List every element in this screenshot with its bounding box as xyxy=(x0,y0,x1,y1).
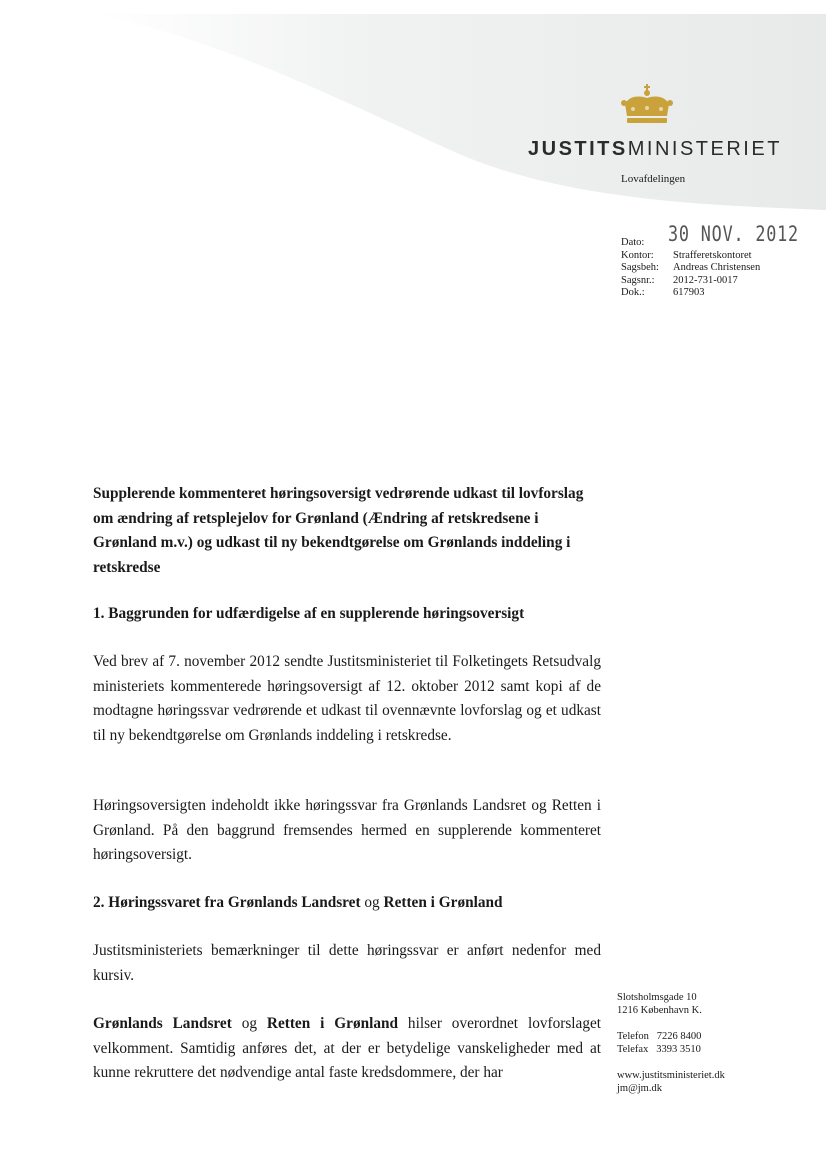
meta-value: Strafferetskontoret xyxy=(673,249,752,261)
web-block xyxy=(617,1070,725,1095)
department-name: Lovafdelingen xyxy=(621,173,686,185)
ministry-logotype-rest: MINISTERIET xyxy=(627,138,782,160)
section-1-heading: 1. Baggrunden for udfærdigelse af en supplerende høringsoversigt xyxy=(93,605,525,622)
meta-row-date xyxy=(621,237,760,250)
section-2-heading-part-c: Retten i Grønland xyxy=(383,894,503,911)
ministry-logotype-bold: JUSTITS xyxy=(528,138,628,160)
meta-value: 2012-731-0017 xyxy=(673,274,738,286)
contact-phone: Telefon 7226 8400 xyxy=(617,1031,702,1042)
paragraph-2: Høringsoversigten indeholdt ikke høringssvar fra Grønlands Landsret og Retten i Grønland. På den baggrund fremsendes hermed en supplerende kommenteret høringsoversigt. xyxy=(93,797,601,863)
meta-label: Dato: xyxy=(621,237,645,248)
paragraph-1: Ved brev af 7. november 2012 sendte Justitsministeriet til Folketingets Retsudvalg ministeriets kommenterede høringsoversigt af 12. oktober 2012 samt kopi af de modtagne høringssvar vedrørende et udkast til ovennævnte lovforslag og et udkast til ny bekendtgørelse om Grønlands inddeling i retskredse. xyxy=(93,653,601,744)
address-street: Slotsholmsgade 10 xyxy=(617,992,697,1003)
contact-fax: Telefax 3393 3510 xyxy=(617,1043,701,1055)
paragraph-4-part-a: Grønlands Landsret xyxy=(93,1015,232,1032)
meta-value: 617903 xyxy=(673,287,705,299)
meta-row-handler xyxy=(621,262,760,275)
meta-value: Andreas Christensen xyxy=(673,262,761,274)
meta-row-document xyxy=(621,287,760,300)
section-2-heading-part-a: 2. Høringssvaret fra Grønlands Landsret xyxy=(93,894,361,911)
header-swoosh-graphic xyxy=(0,0,826,240)
crown-logo-icon xyxy=(619,84,675,130)
section-2-heading-part-b: og xyxy=(360,894,384,911)
document-title: Supplerende kommenteret høringsoversigt vedrørende udkast til lovforslag om ændring af retsplejelov for Grønland (Ændring af retskredsene i Grønland m.v.) og udkast til ny bekendtgørelse om Grønlands inddeling i retskredse xyxy=(93,485,584,576)
address-city: 1216 København K. xyxy=(617,1004,702,1016)
meta-row-case-number xyxy=(621,275,760,288)
meta-row-office xyxy=(621,250,760,263)
meta-label: Sagsnr.: xyxy=(621,274,655,286)
contact-block xyxy=(617,1031,701,1056)
case-metadata xyxy=(621,237,760,300)
paragraph-3: Justitsministeriets bemærkninger til dette høringssvar er anført nedenfor med kursiv. xyxy=(93,942,601,984)
ministry-logotype xyxy=(528,138,782,161)
address-block xyxy=(617,992,702,1017)
date-stamp: 30 NOV. 2012 xyxy=(668,222,799,246)
paragraph-4-part-c: Retten i Grønland xyxy=(266,1015,399,1032)
website-link[interactable]: www.justitsministeriet.dk xyxy=(617,1070,725,1081)
paragraph-4 xyxy=(93,1012,601,1086)
email-link[interactable]: jm@jm.dk xyxy=(617,1082,662,1094)
section-2-heading xyxy=(93,891,601,916)
meta-label: Dok.: xyxy=(621,287,645,299)
meta-label: Kontor: xyxy=(621,249,654,261)
meta-label: Sagsbeh: xyxy=(621,262,659,274)
paragraph-4-part-b: og xyxy=(231,1015,267,1032)
paragraph-4-part-d: hilser overordnet lovforslaget velkomment. Samtidig anføres det, at der er betydelige vanskeligheder med at kunne rekruttere det nødvendige antal faste kredsdommere, der har xyxy=(93,1015,602,1081)
